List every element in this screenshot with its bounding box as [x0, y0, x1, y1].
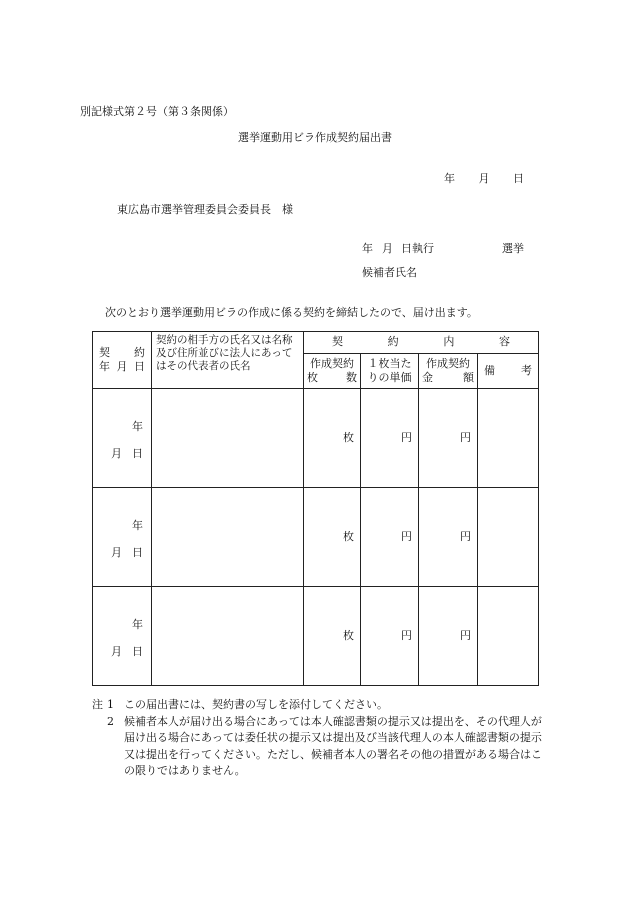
- notes-label: 注: [92, 698, 103, 711]
- row-month: 月: [111, 644, 122, 658]
- counterparty-cell[interactable]: [152, 389, 304, 488]
- note-text: この届出書には、契約書の写しを添付してください。: [124, 698, 388, 711]
- row-month: 月: [111, 446, 122, 460]
- row-year: 年: [132, 518, 143, 532]
- unit-price-cell[interactable]: 円: [361, 587, 419, 686]
- counterparty-cell[interactable]: [152, 587, 304, 686]
- intro-text: 次のとおり選挙運動用ビラの作成に係る契約を締結したので、届け出ます。: [105, 306, 478, 319]
- contract-table: [92, 331, 539, 686]
- unit-price-header: １枚当た りの単価: [361, 354, 419, 389]
- sheets-cell[interactable]: 枚: [304, 389, 361, 488]
- unit-price-cell[interactable]: 円: [361, 488, 419, 587]
- remarks-cell[interactable]: [478, 389, 539, 488]
- table-row: [93, 488, 539, 587]
- document-title: 選挙運動用ビラ作成契約届出書: [238, 131, 392, 144]
- form-number: 別記様式第２号（第３条関係）: [80, 105, 234, 118]
- contract-amount-header: 作成契約 金 額: [419, 354, 478, 389]
- row-year: 年: [132, 419, 143, 433]
- date-month-label: 月: [478, 172, 490, 185]
- amount-cell[interactable]: 円: [419, 488, 478, 587]
- amount-cell[interactable]: 円: [419, 587, 478, 686]
- row-month: 月: [111, 545, 122, 559]
- candidate-name-label: 候補者氏名: [362, 266, 417, 279]
- submission-date: [444, 172, 524, 186]
- sheet-count-header: 作成契約 枚 数: [304, 354, 361, 389]
- row-day: 日: [132, 545, 143, 559]
- unit-price-cell[interactable]: 円: [361, 389, 419, 488]
- remarks-cell[interactable]: [478, 587, 539, 686]
- election-month-label: 月: [382, 242, 393, 255]
- remarks-cell[interactable]: [478, 488, 539, 587]
- table-row: [93, 587, 539, 686]
- note-item: [92, 697, 542, 714]
- note-number: 2: [107, 714, 114, 728]
- election-label: 選挙: [502, 242, 524, 255]
- counterparty-cell[interactable]: [152, 488, 304, 587]
- amount-cell[interactable]: 円: [419, 389, 478, 488]
- notes-section: [92, 697, 542, 780]
- date-day-label: 日: [513, 172, 524, 185]
- sheets-cell[interactable]: 枚: [304, 488, 361, 587]
- row-day: 日: [132, 446, 143, 460]
- date-year-label: 年: [444, 172, 455, 185]
- remarks-header: 備 考: [478, 354, 539, 389]
- note-number: 1: [107, 698, 114, 711]
- contract-date-header: 契 約 年 月 日: [93, 332, 152, 389]
- election-year-label: 年: [362, 242, 373, 255]
- note-text: 候補者本人が届け出る場合にあっては本人確認書類の提示又は提出を、その代理人が届け出る場合にあっては委任状の提示又は提出及び当該代理人の本人確認書類の提示又は提出を行ってください。ただし、候補者本人の署名その他の措置がある場合はこの限りではありません。: [124, 714, 542, 777]
- sheets-cell[interactable]: 枚: [304, 587, 361, 686]
- election-day-label: 日執行: [401, 242, 434, 255]
- table-row: [93, 389, 539, 488]
- row-year: 年: [132, 617, 143, 631]
- note-item: [92, 714, 542, 780]
- addressee: 東広島市選挙管理委員会委員長 様: [117, 203, 293, 216]
- row-day: 日: [132, 644, 143, 658]
- contract-details-header: 契 約 内 容: [304, 332, 539, 354]
- counterparty-header: 契約の相手方の氏名又は名称及び住所並びに法人にあってはその代表者の氏名: [152, 332, 304, 389]
